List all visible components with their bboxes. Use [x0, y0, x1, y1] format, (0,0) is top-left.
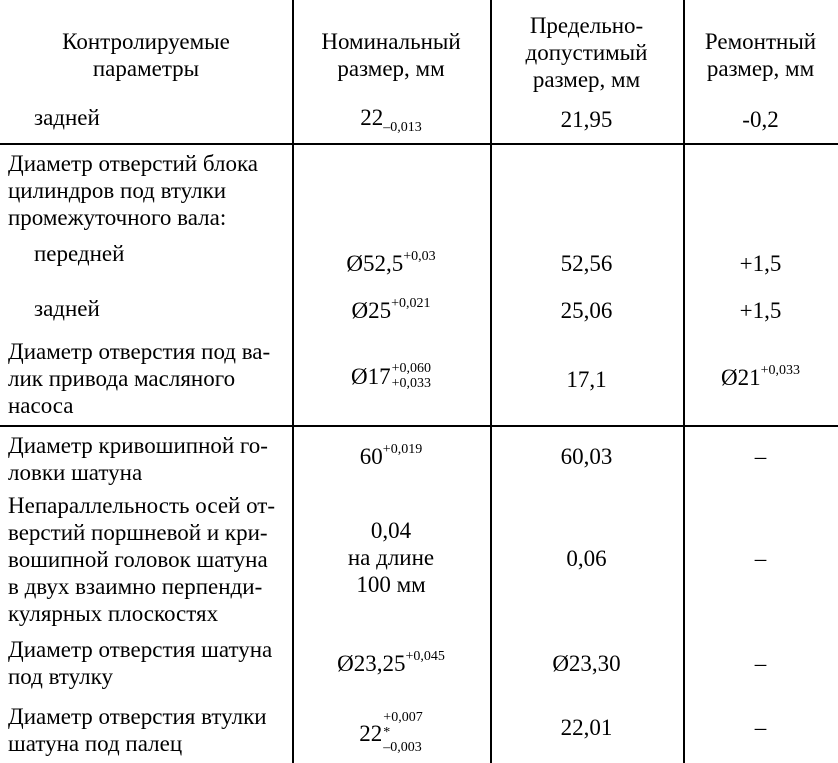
row-bushing-bore-limit: 22,01: [560, 715, 613, 740]
row-rod-bore-repair: –: [754, 651, 767, 676]
row-rear-label: задней: [34, 105, 100, 130]
row-front-bushing-limit: 52,56: [560, 251, 613, 276]
row-block-bores-label: Диаметр отверстий блока цилиндров под втулки промежуточного вала:: [8, 151, 259, 230]
row-rod-bore-limit: Ø23,30: [552, 651, 621, 676]
row-oil-pump-shaft-repair: $Ø21^{+0,033}$: [720, 363, 801, 390]
row-front-bushing-label: передней: [34, 241, 125, 266]
row-rod-bore-label: Диаметр отверстия шатуна под втулку: [8, 637, 273, 689]
row-oil-pump-shaft-label: Диаметр отверстия под ва- лик привода масляного насоса: [8, 339, 271, 418]
row-bushing-bore-label: Диаметр отверстия втулки шатуна под палец: [8, 704, 267, 756]
row-non-parallelism-label: Непараллельность осей от- верстий поршневой и кри- вошипной головок шатуна в двух взаимно перпенди- кулярных плоскостях: [8, 493, 275, 626]
row-crank-head-nominal: $60^{+0,019}$: [359, 442, 423, 469]
row-front-bushing-repair: +1,5: [739, 251, 782, 276]
row-crank-head-repair: –: [754, 444, 767, 469]
row-non-parallelism-nominal: 0,04 на длине 100 мм: [347, 518, 435, 597]
row-rear-limit: 21,95: [560, 107, 613, 132]
row-bushing-bore-nominal: 22 +0,007 * –0,003: [359, 710, 423, 755]
header-limit-size: Предельно- допустимый размер, мм: [525, 13, 648, 92]
row-divider-2: [0, 425, 838, 427]
row-divider-1: [0, 143, 838, 145]
row-rear-repair: -0,2: [742, 107, 779, 132]
header-nominal-size: Номинальный размер, мм: [321, 29, 461, 81]
row-oil-pump-shaft-limit: 17,1: [566, 367, 607, 392]
row-crank-head-limit: 60,03: [560, 444, 613, 469]
row-rear-bushing-label: задней: [34, 296, 100, 321]
header-repair-size: Ремонтный размер, мм: [704, 29, 817, 81]
header-parameters: Контролируемые параметры: [62, 29, 230, 81]
row-non-parallelism-limit: 0,06: [566, 546, 607, 571]
row-rod-bore-nominal: $Ø23,25^{+0,045}$: [337, 649, 445, 676]
row-rear-nominal: $22_{-0,013}$: [360, 105, 422, 135]
row-rear-bushing-nominal: $Ø25^{+0,021}$: [351, 296, 431, 323]
row-bushing-bore-repair: –: [754, 715, 767, 740]
row-crank-head-label: Диаметр кривошипной го- ловки шатуна: [8, 433, 268, 485]
row-rear-bushing-repair: +1,5: [739, 298, 782, 323]
row-rear-bushing-limit: 25,06: [560, 298, 613, 323]
row-oil-pump-shaft-nominal: Ø17 +0,060 +0,033: [350, 360, 432, 391]
row-non-parallelism-repair: –: [754, 546, 767, 571]
row-front-bushing-nominal: $Ø52,5^{+0,03}$: [346, 249, 436, 276]
